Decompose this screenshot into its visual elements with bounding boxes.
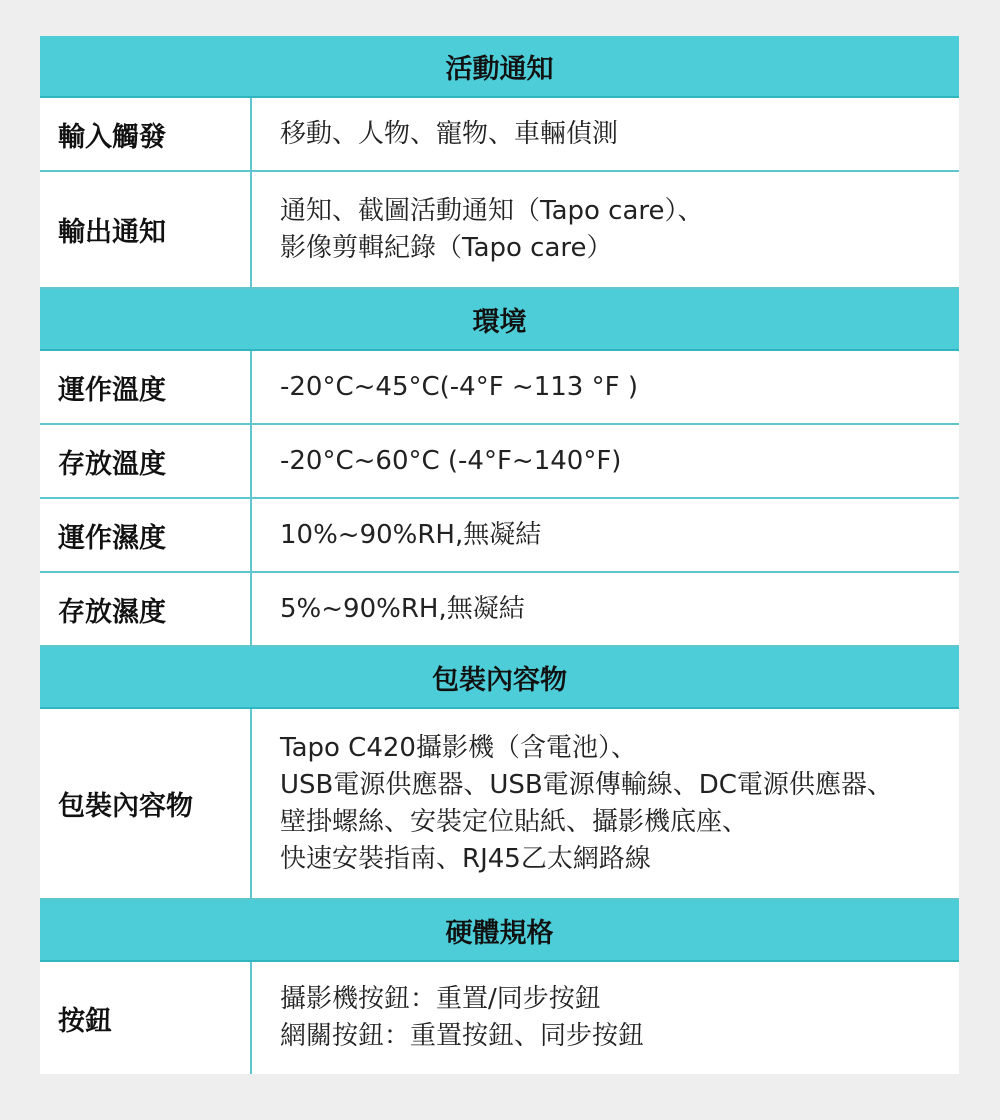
section-header-activity-notification: 活動通知 — [40, 36, 959, 98]
row-value — [252, 172, 959, 287]
row-value — [252, 98, 959, 170]
row-label: 輸入觸發 — [40, 98, 252, 170]
value-line: 攝影機按鈕：重置/同步按鈕 — [280, 984, 601, 1014]
spec-row-input-trigger — [40, 98, 959, 172]
value-line: 快速安裝指南、RJ45乙太網路線 — [280, 843, 651, 874]
row-label: 運作溫度 — [40, 351, 252, 423]
spec-row-buttons — [40, 962, 959, 1074]
value-line: -20°C~45°C(-4°F ~113 °F ) — [280, 371, 638, 402]
section-header-environment: 環境 — [40, 289, 959, 351]
value-line: 影像剪輯紀錄（Tapo care） — [280, 232, 613, 263]
row-label: 包裝內容物 — [40, 709, 252, 898]
row-value — [252, 573, 959, 645]
section-header-package-contents: 包裝內容物 — [40, 647, 959, 709]
value-line: 10%~90%RH,無凝結 — [280, 519, 542, 550]
row-value — [252, 499, 959, 571]
row-value — [252, 709, 959, 898]
row-label: 存放溫度 — [40, 425, 252, 497]
row-value — [252, 425, 959, 497]
spec-row-storage-temperature — [40, 425, 959, 499]
spec-row-storage-humidity — [40, 573, 959, 647]
row-value — [252, 962, 959, 1074]
spec-row-operating-temperature — [40, 351, 959, 425]
value-line: 網關按鈕：重置按鈕、同步按鈕 — [280, 1021, 645, 1051]
row-label: 存放濕度 — [40, 573, 252, 645]
value-line: -20°C~60°C (-4°F~140°F) — [280, 445, 622, 476]
spec-table — [40, 36, 959, 1074]
value-line: 5%~90%RH,無凝結 — [280, 593, 525, 624]
value-line: USB電源供應器、USB電源傳輸線、DC電源供應器、 — [280, 769, 893, 800]
spec-row-output-notification — [40, 172, 959, 289]
row-value — [252, 351, 959, 423]
row-label: 輸出通知 — [40, 172, 252, 287]
section-header-hardware-specs: 硬體規格 — [40, 900, 959, 962]
row-label: 運作濕度 — [40, 499, 252, 571]
value-line: 通知、截圖活動通知（Tapo care）、 — [280, 195, 704, 226]
value-line: 移動、人物、寵物、車輛偵測 — [280, 118, 619, 149]
value-line: 壁掛螺絲、安裝定位貼紙、攝影機底座、 — [280, 806, 749, 837]
spec-row-package-contents — [40, 709, 959, 900]
spec-row-operating-humidity — [40, 499, 959, 573]
row-label: 按鈕 — [40, 962, 252, 1074]
value-line: Tapo C420攝影機（含電池）、 — [280, 732, 637, 763]
